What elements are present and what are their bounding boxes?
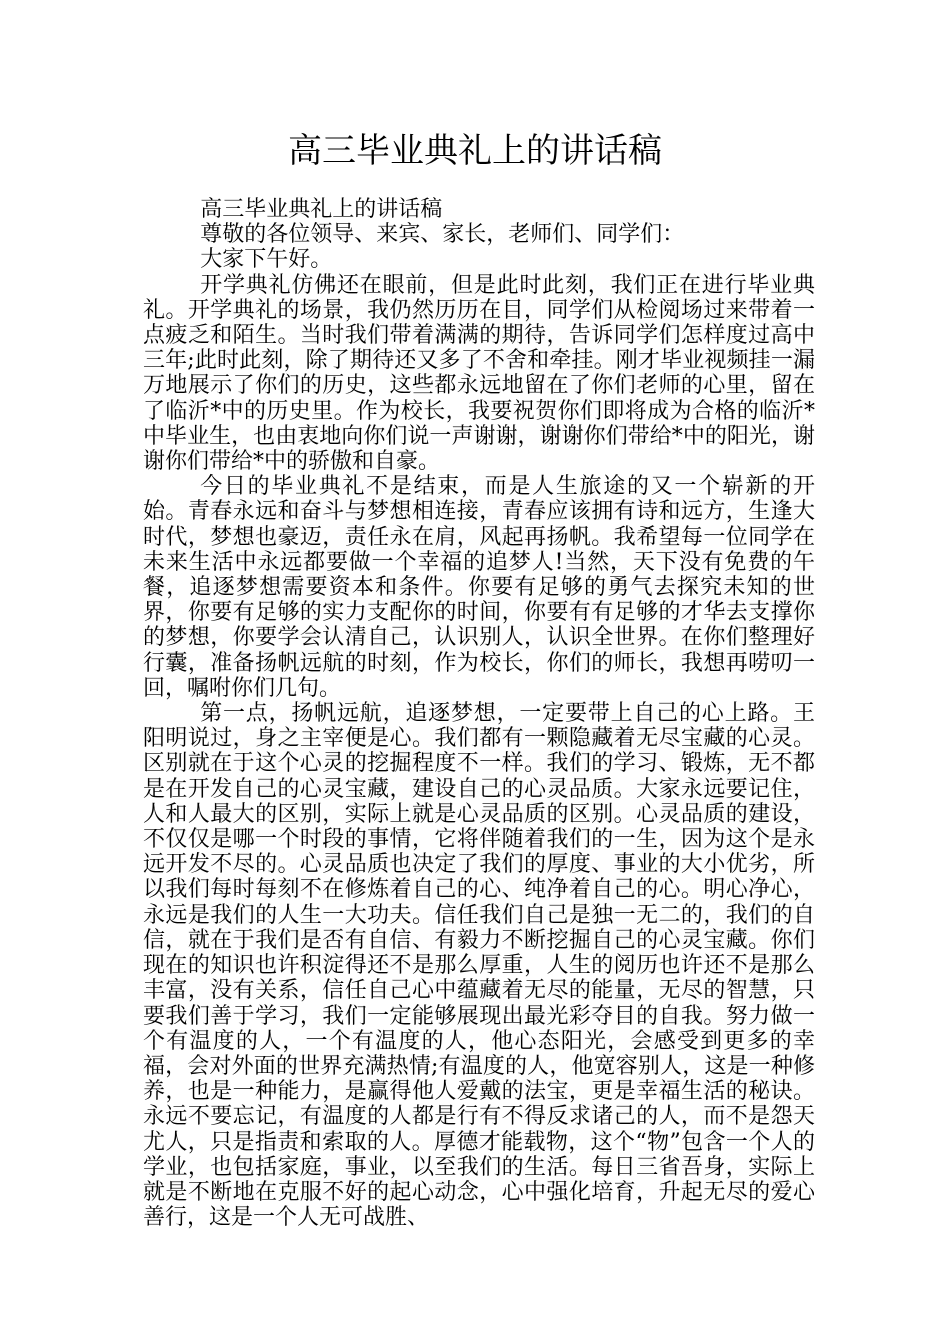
paragraph-first-point: 第一点，扬帆远航，追逐梦想，一定要带上自己的心上路。王阳明说过，身之主宰便是心。我们都有一颗隐藏着无尽宝藏的心灵。区别就在于这个心灵的挖掘程度不一样。我们的学习、锻炼，无不都是在开发自己的心灵宝藏，建设自己的心灵品质。大家永远要记住，人和人最大的区别，实际上就是心灵品质的区别。心灵品质的建设，不仅仅是哪一个时段的事情，它将伴随着我们的一生，因为这个是永远开发不尽的。心灵品质也决定了我们的厚度、事业的大小优劣，所以我们每时每刻不在修炼着自己的心、纯净着自己的心。明心净心，永远是我们的人生一大功夫。信任我们自己是独一无二的，我们的自信，就在于我们是否有自信、有毅力不断挖掘自己的心灵宝藏。你们现在的知识也许积淀得还不是那么厚重，人生的阅历也许还不是那么丰富，没有关系，信任自己心中蕴藏着无尽的能量，无尽的智慧，只要我们善于学习，我们一定能够展现出最光彩夺目的自我。努力做一个有温度的人，一个有温度的人，他心态阳光，会感受到更多的幸福，会对外面的世界充满热情;有温度的人，他宽容别人，这是一种修养，也是一种能力，是赢得他人爱戴的法宝，更是幸福生活的秘诀。永远不要忘记，有温度的人都是行有不得反求诸己的人，而不是怨天尤人，只是指责和索取的人。厚德才能载物，这个“物”包含一个人的学业，也包括家庭，事业，以至我们的生活。每日三省吾身，实际上就是不断地在克服不好的起心动念，心中强化培育，升起无尽的爱心善行，这是一个人无可战胜、 bbox=[143, 701, 815, 1231]
paragraph-greeting: 大家下午好。 bbox=[200, 247, 333, 273]
document-body bbox=[143, 197, 815, 1230]
paragraph-subtitle: 高三毕业典礼上的讲话稿 bbox=[200, 197, 443, 222]
document-title: 高三毕业典礼上的讲话稿 bbox=[288, 131, 662, 171]
paragraph-new-beginning: 今日的毕业典礼不是结束，而是人生旅途的又一个崭新的开始。青春永远和奋斗与梦想相连接，青春应该拥有诗和远方，生逢大时代，梦想也豪迈，责任永在肩，风起再扬帆。我希望每一位同学在未来生活中永远都要做一个幸福的追梦人!当然，天下没有免费的午餐，追逐梦想需要资本和条件。你要有足够的勇气去探究未知的世界，你要有足够的实力支配你的时间，你要有有足够的才华去支撑你的梦想，你要学会认清自己，认识别人，认识全世界。在你们整理好行囊，准备扬帆远航的时刻，作为校长，你们的师长，我想再唠叨一回，嘱咐你们几句。 bbox=[143, 474, 815, 701]
paragraph-salutation: 尊敬的各位领导、来宾、家长，老师们、同学们： bbox=[200, 222, 685, 248]
paragraph-opening: 开学典礼仿佛还在眼前，但是此时此刻，我们正在进行毕业典礼。开学典礼的场景，我仍然历历在目，同学们从检阅场过来带着一点疲乏和陌生。当时我们带着满满的期待，告诉同学们怎样度过高中三年;此时此刻，除了期待还又多了不舍和牵挂。刚才毕业视频挂一漏万地展示了你们的历史，这些都永远地留在了你们老师的心里，留在了临沂*中的历史里。作为校长，我要祝贺你们即将成为合格的临沂*中毕业生，也由衷地向你们说一声谢谢，谢谢你们带给*中的阳光，谢谢你们带给*中的骄傲和自豪。 bbox=[143, 272, 815, 475]
